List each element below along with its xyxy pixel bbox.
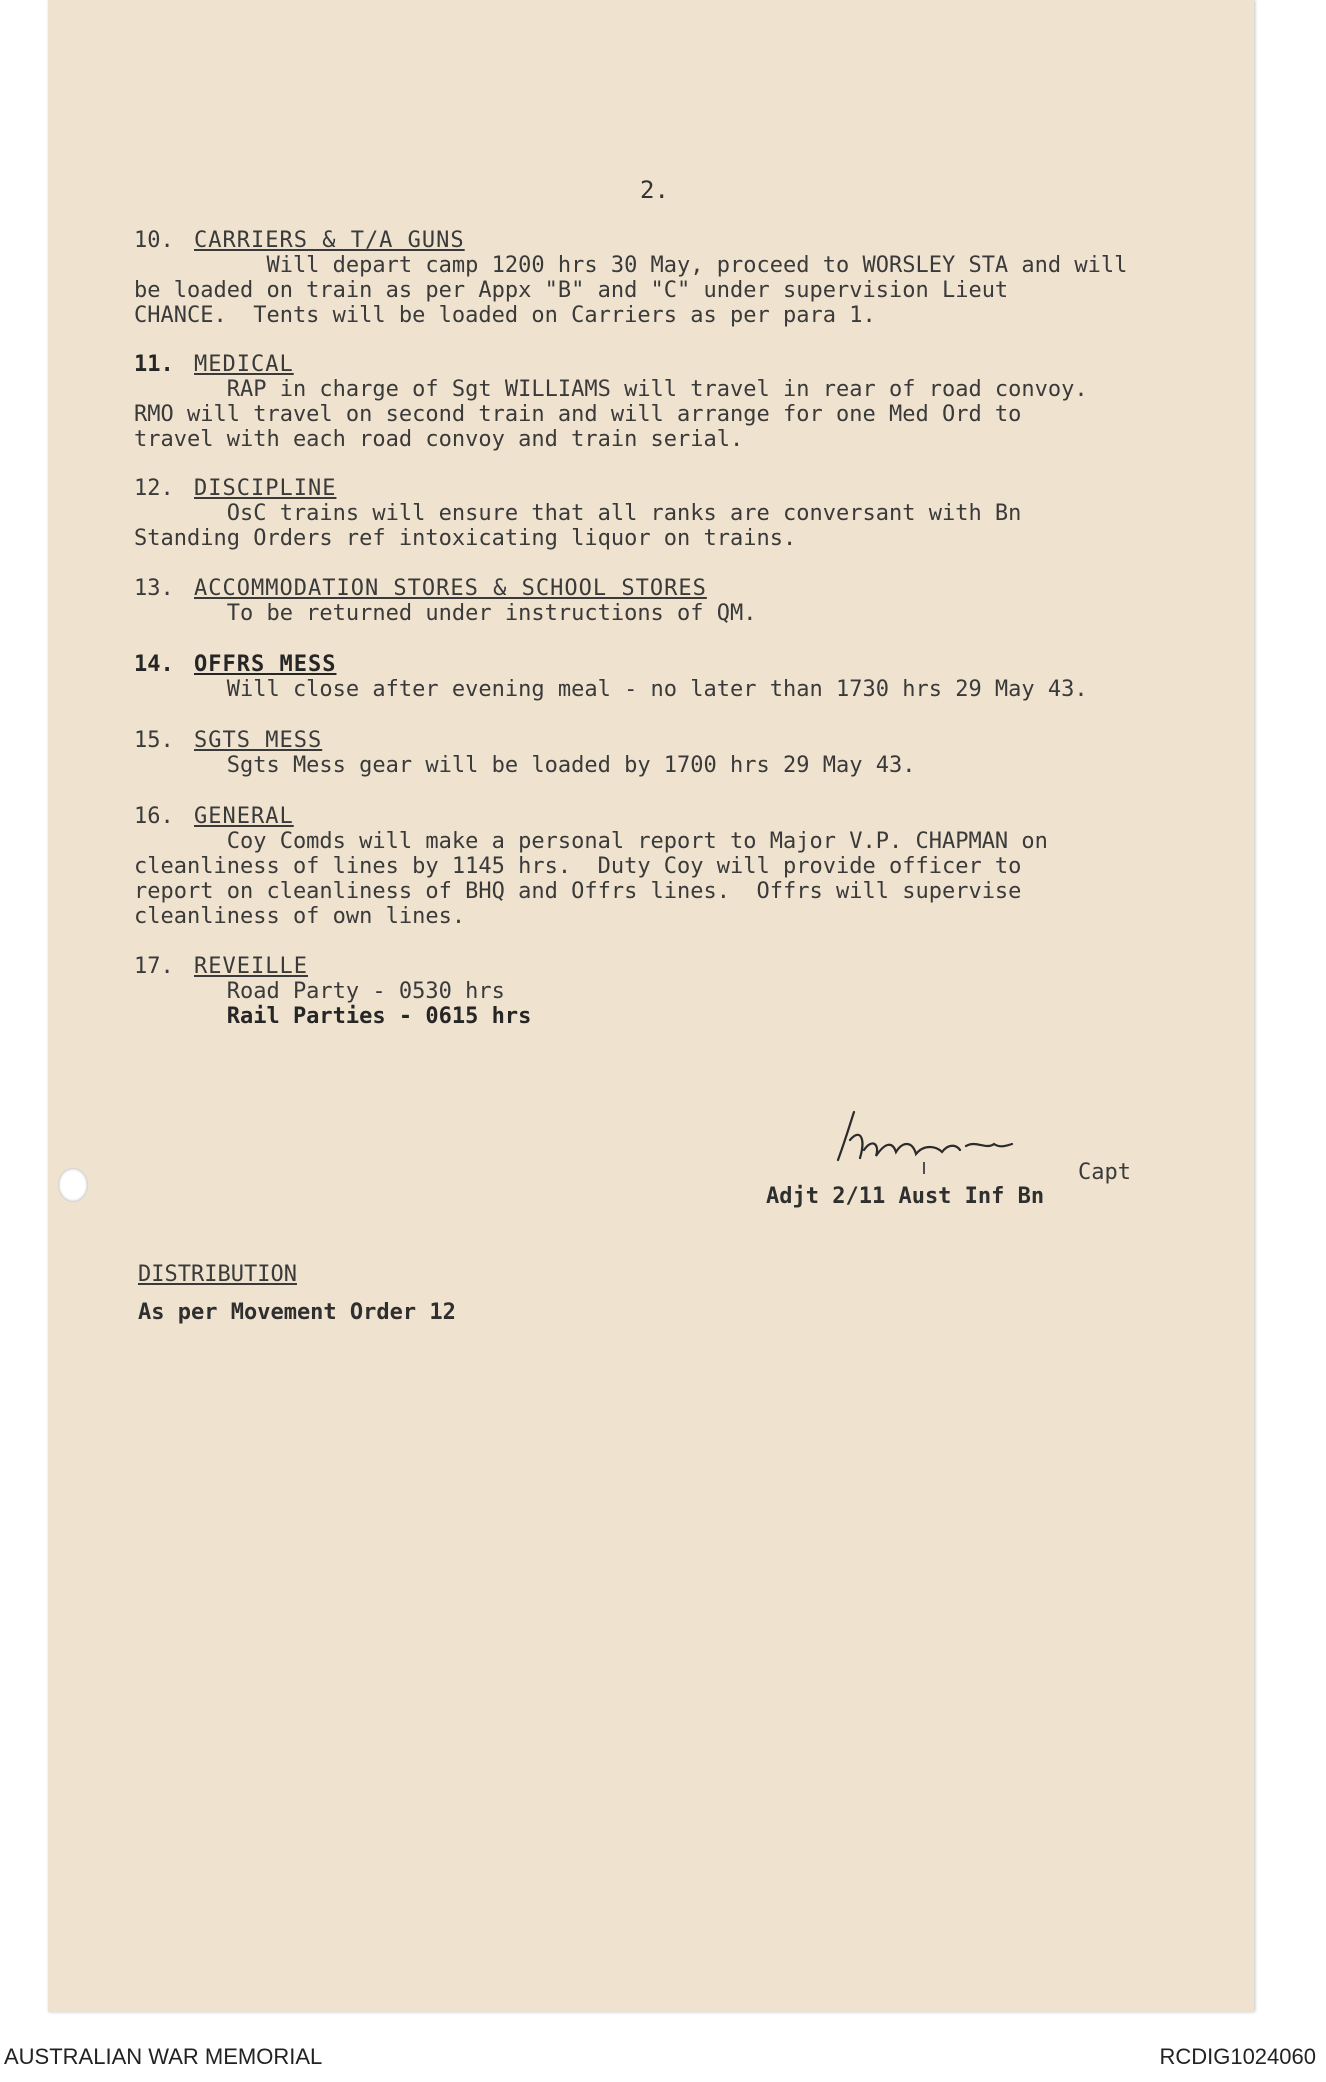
paragraph-heading: GENERAL: [194, 804, 294, 829]
paragraph-line: Rail Parties - 0615 hrs: [134, 1004, 532, 1029]
paragraph-line: cleanliness of lines by 1145 hrs. Duty Coy will provide officer to: [134, 854, 1022, 879]
paragraph-line: CHANCE. Tents will be loaded on Carriers as per para 1.: [134, 303, 876, 328]
page-number: 2.: [640, 176, 669, 204]
signature-rank: Capt: [1078, 1160, 1131, 1185]
paragraph-line: RAP in charge of Sgt WILLIAMS will travel in rear of road convoy.: [134, 377, 1088, 402]
paragraph-line: Will close after evening meal - no later than 1730 hrs 29 May 43.: [134, 677, 1088, 702]
paragraph-heading: CARRIERS & T/A GUNS: [194, 228, 465, 253]
paragraph-line: Coy Comds will make a personal report to Major V.P. CHAPMAN on: [134, 829, 1048, 854]
paragraph-heading: ACCOMMODATION STORES & SCHOOL STORES: [194, 576, 707, 601]
paragraph-number: 17.: [134, 954, 174, 979]
paragraph-line: To be returned under instructions of QM.: [134, 601, 757, 626]
paragraph-14: [134, 652, 1194, 702]
paragraph-line: RMO will travel on second train and will arrange for one Med Ord to: [134, 402, 1022, 427]
paragraph-number: 12.: [134, 476, 174, 501]
paragraph-line: report on cleanliness of BHQ and Offrs lines. Offrs will supervise: [134, 879, 1022, 904]
distribution-heading: DISTRIBUTION: [138, 1262, 297, 1287]
paragraph-line: Sgts Mess gear will be loaded by 1700 hrs 29 May 43.: [134, 753, 916, 778]
handwritten-signature: [820, 1100, 1040, 1190]
punch-hole: [58, 1168, 88, 1202]
footer-id: RCDIG1024060: [1159, 2044, 1316, 2069]
paragraph-heading: OFFRS MESS: [194, 652, 337, 677]
paragraph-heading: DISCIPLINE: [194, 476, 337, 501]
paragraph-number: 13.: [134, 576, 174, 601]
paragraph-line: be loaded on train as per Appx "B" and "C" under supervision Lieut: [134, 278, 1009, 303]
paragraph-heading: REVEILLE: [194, 954, 308, 979]
paragraph-heading: SGTS MESS: [194, 728, 323, 753]
distribution-text: As per Movement Order 12: [138, 1300, 456, 1325]
paragraph-line: Will depart camp 1200 hrs 30 May, proceed to WORSLEY STA and will: [134, 253, 1128, 278]
paragraph-line: Standing Orders ref intoxicating liquor on trains.: [134, 526, 797, 551]
paragraph-number: 16.: [134, 804, 174, 829]
paragraph-number: 11.: [134, 352, 174, 377]
paragraph-13: [134, 576, 1194, 626]
paragraph-line: OsC trains will ensure that all ranks are conversant with Bn: [134, 501, 1022, 526]
paragraph-number: 15.: [134, 728, 174, 753]
paragraph-16: [134, 804, 1194, 929]
paragraph-11: [134, 352, 1194, 452]
footer-source: AUSTRALIAN WAR MEMORIAL: [4, 2044, 323, 2069]
paragraph-line: travel with each road convoy and train serial.: [134, 427, 744, 452]
paragraph-17: [134, 954, 1194, 1029]
paragraph-line: Road Party - 0530 hrs: [134, 979, 505, 1004]
signature-appointment: Adjt 2/11 Aust Inf Bn: [766, 1184, 1045, 1209]
paragraph-heading: MEDICAL: [194, 352, 294, 377]
paragraph-number: 10.: [134, 228, 174, 253]
paragraph-line: cleanliness of own lines.: [134, 904, 466, 929]
paragraph-15: [134, 728, 1194, 778]
paragraph-12: [134, 476, 1194, 551]
paragraph-number: 14.: [134, 652, 174, 677]
paragraph-10: [134, 228, 1194, 328]
